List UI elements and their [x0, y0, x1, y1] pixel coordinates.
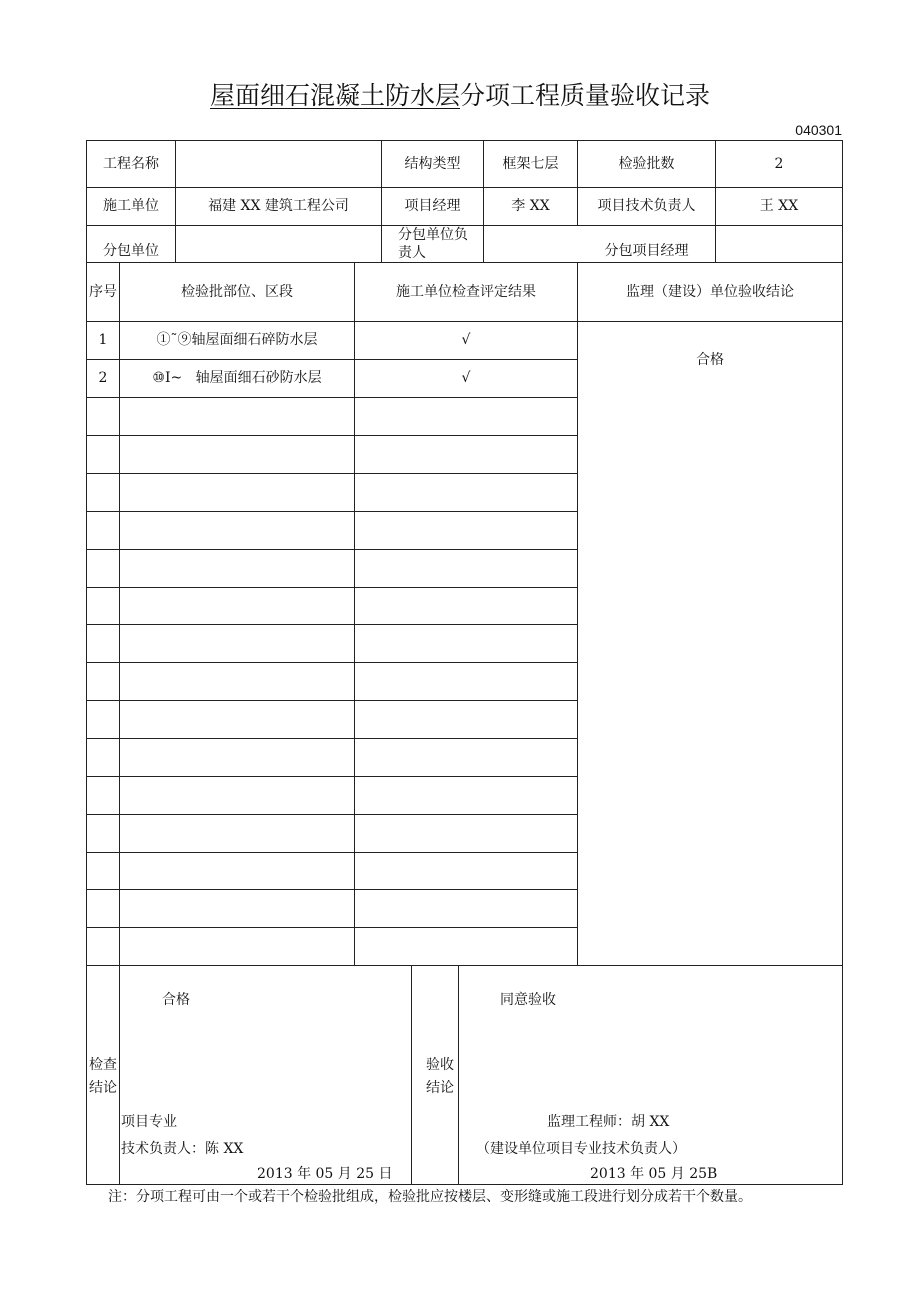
sub-lead-label-line1: 分包单位负 — [398, 227, 468, 243]
col-seq-header: 序号 — [89, 284, 117, 300]
title-suffix: 分项工程质量验收记录 — [460, 81, 711, 110]
row-result-check[interactable]: √ — [461, 332, 471, 348]
sub-lead-label-line2: 责人 — [398, 245, 426, 261]
row-location[interactable]: ①˜⑨轴屋面细石碎防水层 — [156, 332, 318, 348]
col-location-header: 检验批部位、区段 — [181, 284, 293, 300]
check-conclusion-label-1: 检查 — [89, 1057, 117, 1073]
title-subject: 屋面细石混凝土防水层 — [209, 81, 460, 110]
construction-unit-label: 施工单位 — [103, 198, 159, 214]
subcontractor-label: 分包单位 — [103, 243, 159, 259]
check-conclusion-label-2: 结论 — [89, 1080, 117, 1096]
col-conclusion-header: 监理（建设）单位验收结论 — [626, 284, 794, 300]
structure-type-value[interactable]: 框架七层 — [502, 156, 559, 172]
accept-signer-role: （建设单位项目专业技术负责人） — [476, 1141, 686, 1157]
row-seq: 1 — [98, 332, 108, 348]
tech-lead-value[interactable]: 王 XX — [759, 198, 799, 214]
project-manager-value[interactable]: 李 XX — [511, 198, 550, 214]
structure-type-label: 结构类型 — [404, 156, 461, 172]
document-title — [0, 76, 920, 112]
tech-lead-label: 项目技术负责人 — [597, 198, 696, 214]
sub-manager-label: 分包项目经理 — [604, 243, 689, 259]
check-date[interactable]: 2013 年 05 月 25 日 — [257, 1166, 393, 1182]
project-name-label: 工程名称 — [103, 156, 159, 172]
form-code: 040301 — [795, 122, 842, 138]
row-result-check[interactable]: √ — [461, 370, 471, 386]
footnote: 注：分项工程可由一个或若干个检验批组成，检验批应按楼层、变形缝或施工段进行划分成若干个数量。 — [108, 1189, 752, 1205]
accept-signer-name[interactable]: 监理工程师：胡 XX — [547, 1114, 670, 1130]
project-manager-label: 项目经理 — [404, 198, 461, 214]
check-signer-title: 项目专业 — [121, 1114, 177, 1130]
row-location[interactable]: ⑩I~ 轴屋面细石砂防水层 — [152, 370, 322, 386]
col-result-header: 施工单位检查评定结果 — [396, 284, 536, 300]
batch-count-value[interactable]: 2 — [774, 156, 784, 172]
supervision-conclusion[interactable]: 合格 — [696, 352, 724, 368]
construction-unit-value[interactable]: 福建 XX 建筑工程公司 — [208, 198, 349, 214]
accept-date[interactable]: 2013 年 05 月 25B — [590, 1166, 718, 1182]
accept-conclusion-label-2: 结论 — [426, 1080, 454, 1096]
accept-conclusion-text[interactable]: 同意验收 — [500, 992, 556, 1008]
batch-count-label: 检验批数 — [618, 156, 675, 172]
row-seq: 2 — [98, 370, 108, 386]
accept-conclusion-label-1: 验收 — [426, 1057, 454, 1073]
check-conclusion-text[interactable]: 合格 — [162, 992, 190, 1008]
check-signer-name[interactable]: 技术负责人：陈 XX — [121, 1141, 244, 1157]
